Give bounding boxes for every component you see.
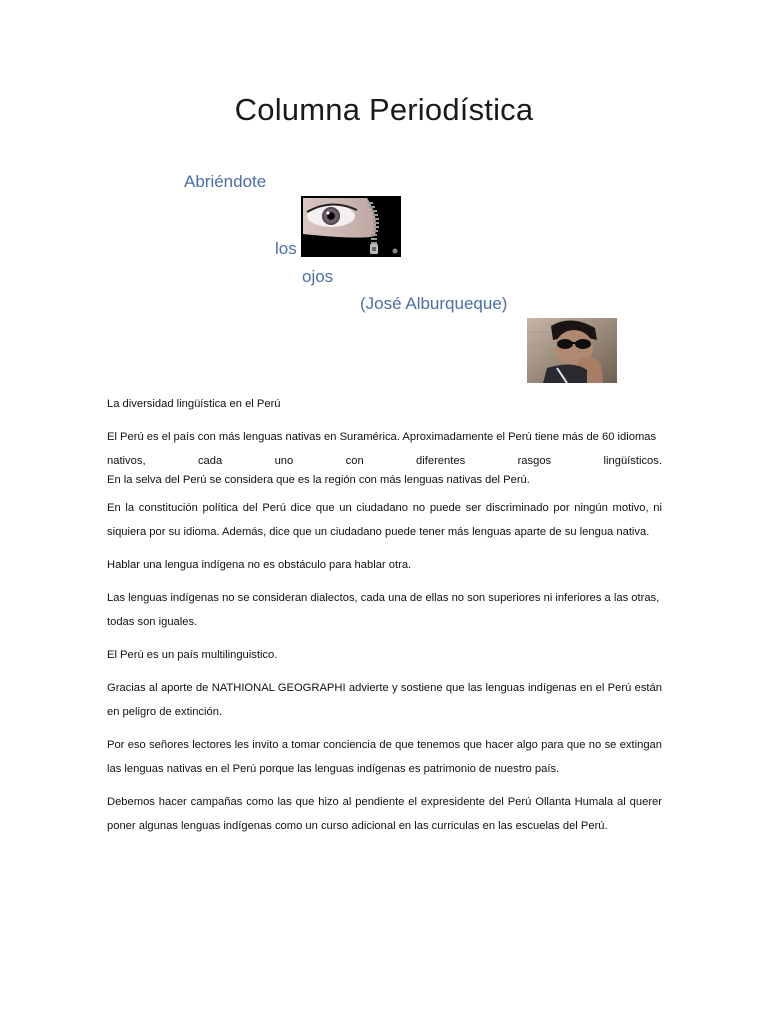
eye-zipper-image: [301, 196, 401, 257]
paragraph-4: Las lenguas indígenas no se consideran dialectos, cada una de ellas no son superiores ni inferiores a las otras, todas son iguales.: [107, 592, 660, 628]
author-line: (José Alburqueque): [360, 294, 508, 313]
paragraph-6: Gracias al aporte de NATHIONAL GEOGRAPHI advierte y sostiene que las lenguas indígenas en el Perú están en peligro de extinción.: [107, 682, 662, 718]
article-body: [107, 392, 662, 847]
paragraph-3: Hablar una lengua indígena no es obstáculo para hablar otra.: [107, 559, 412, 571]
paragraph-7: Por eso señores lectores les invito a tomar conciencia de que tenemos que hacer algo para que no se extingan las lenguas nativas en el Perú porque las lenguas indígenas es patrimonio de nuestro país.: [107, 739, 662, 775]
paragraph-1: [107, 425, 662, 487]
subtitle-line-1: Abriéndote: [184, 172, 267, 191]
paragraph-5: El Perú es un país multilinguistico.: [107, 649, 278, 661]
paragraph-1-line-3: En la selva del Perú se considera que es la región con más lenguas nativas del Perú.: [107, 474, 530, 486]
paragraph-1-line-1: El Perú es el país con más lenguas nativas en Suramérica. Aproximadamente el Perú tiene más de 60 idiomas: [107, 431, 657, 443]
word: cada: [197, 455, 223, 467]
word: rasgos: [517, 455, 552, 467]
author-photo: [527, 318, 617, 383]
paragraph-1-line-2: [107, 449, 662, 473]
word: diferentes: [416, 455, 466, 467]
paragraph-8: Debemos hacer campañas como las que hizo al pendiente el expresidente del Perú Ollanta Humala al querer poner algunas lenguas indígenas como un curso adicional en las curriculas en las escuelas del Perú.: [107, 796, 662, 832]
word: uno: [274, 455, 294, 467]
subtitle-line-2: los: [275, 239, 297, 258]
article-heading: La diversidad lingüística en el Perú: [107, 398, 281, 410]
paragraph-2: En la constitución política del Perú dice que un ciudadano no puede ser discriminado por ningún motivo, ni siquiera por su idioma. Además, dice que un ciudadano puede tener más lenguas aparte de su lengua nativa.: [107, 502, 662, 538]
word: con: [345, 455, 364, 467]
word: lingüísticos.: [603, 455, 662, 467]
subtitle-line-3: ojos: [302, 267, 334, 286]
word: nativos,: [107, 455, 146, 467]
page-title: Columna Periodística: [234, 92, 534, 127]
